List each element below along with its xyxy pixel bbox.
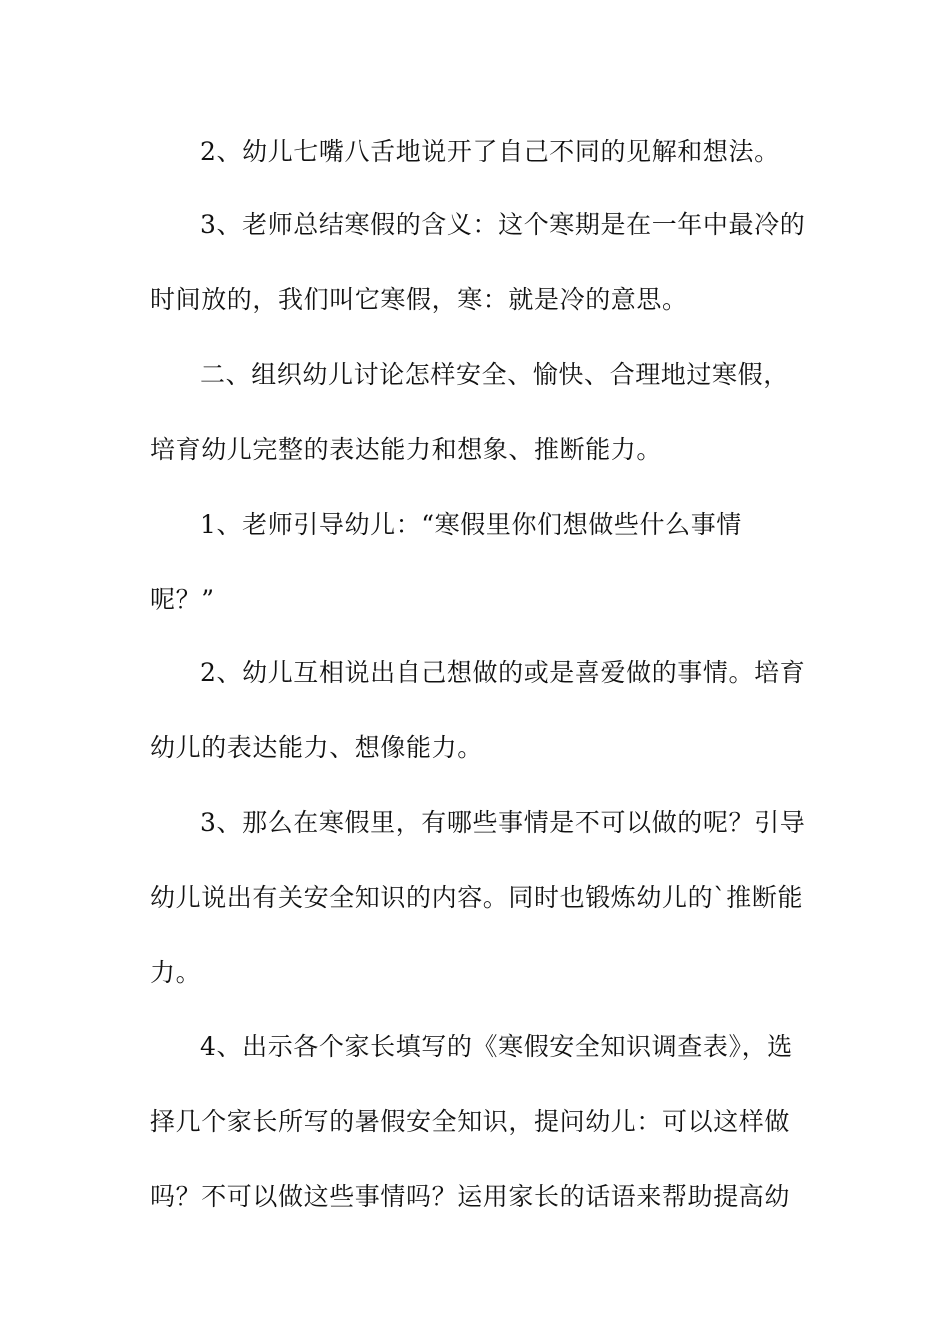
text-line: 呢？” xyxy=(150,585,215,614)
text-line: 2、幼儿七嘴八舌地说开了自己不同的见解和想法。 xyxy=(200,137,780,166)
text-line: 二、组织幼儿讨论怎样安全、愉快、合理地过寒假， xyxy=(200,360,789,389)
text-line: 幼儿说出有关安全知识的内容。同时也锻炼幼儿的`推断能 xyxy=(150,883,804,912)
text-line: 3、那么在寒假里，有哪些事情是不可以做的呢？引导 xyxy=(200,808,806,837)
text-line: 幼儿的表达能力、想像能力。 xyxy=(150,733,483,762)
text-line: 力。 xyxy=(150,958,202,987)
text-line: 2、幼儿互相说出自己想做的或是喜爱做的事情。培育 xyxy=(200,658,806,687)
text-line: 1、老师引导幼儿：“寒假里你们想做些什么事情 xyxy=(200,510,742,539)
text-line: 时间放的，我们叫它寒假，寒：就是冷的意思。 xyxy=(150,285,688,314)
text-line: 培育幼儿完整的表达能力和想象、推断能力。 xyxy=(150,435,663,464)
text-line: 3、老师总结寒假的含义：这个寒期是在一年中最冷的 xyxy=(200,210,806,239)
text-line: 择几个家长所写的暑假安全知识，提问幼儿：可以这样做 xyxy=(150,1107,791,1136)
text-line: 吗？不可以做这些事情吗？运用家长的话语来帮助提高幼 xyxy=(150,1182,791,1211)
text-line: 4、出示各个家长填写的《寒假安全知识调查表》，选 xyxy=(200,1032,793,1061)
